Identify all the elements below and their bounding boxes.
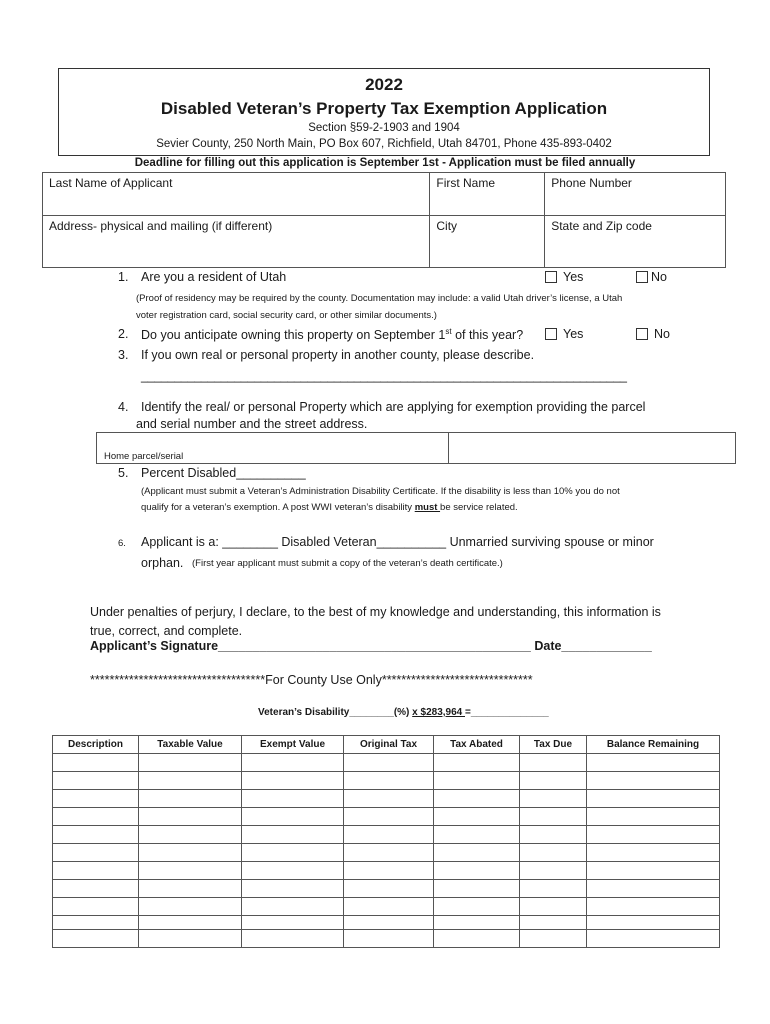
q3-text: If you own real or personal property in another county, please describe. (141, 348, 535, 362)
table-cell[interactable] (520, 844, 587, 862)
q6-text: Applicant is a: ________ Disabled Veteran__________ Unmarried surviving spouse or minor (141, 535, 654, 549)
q1-note-line2: voter registration card, social security card, or other similar documents.) (136, 310, 437, 321)
q1-yes-label: Yes (563, 270, 584, 284)
q4-number: 4. (118, 400, 129, 414)
table-cell[interactable] (53, 880, 139, 898)
last-name-label: Last Name of Applicant (49, 176, 173, 190)
county-use-banner: ************************************For County Use Only******************************* (90, 673, 533, 687)
table-cell[interactable] (139, 790, 242, 808)
table-cell[interactable] (344, 826, 434, 844)
table-cell[interactable] (139, 916, 242, 930)
table-cell[interactable] (53, 754, 139, 772)
parcel-label: Home parcel/serial (104, 451, 184, 462)
table-cell[interactable] (344, 916, 434, 930)
city-label: City (436, 219, 458, 233)
parcel-field[interactable] (96, 432, 736, 464)
table-cell[interactable] (520, 772, 587, 790)
table-cell[interactable] (344, 862, 434, 880)
table-cell[interactable] (139, 880, 242, 898)
declaration-line2: true, correct, and complete. (90, 624, 243, 638)
table-cell[interactable] (344, 880, 434, 898)
q5-note-line2b: be service related. (440, 502, 518, 513)
q5-note-line2a: qualify for a veteran’s exemption. A post WWI veteran’s disability (141, 502, 415, 513)
table-row (53, 930, 720, 948)
table-cell[interactable] (242, 754, 344, 772)
q2-text (141, 327, 523, 342)
table-cell[interactable] (434, 844, 520, 862)
table-cell[interactable] (242, 880, 344, 898)
table-cell[interactable] (587, 930, 720, 948)
table-cell[interactable] (344, 772, 434, 790)
last-name-field[interactable] (43, 173, 430, 216)
q5-number: 5. (118, 466, 129, 480)
county-address: Sevier County, 250 North Main, PO Box 607, Richfield, Utah 84701, Phone 435-893-0402 (156, 138, 612, 150)
q1-text: Are you a resident of Utah (141, 270, 287, 284)
q3-answer-line[interactable]: _________________________________________________________________________ (141, 369, 627, 383)
table-cell[interactable] (434, 916, 520, 930)
q5-text: Percent Disabled__________ (141, 466, 306, 480)
table-cell[interactable] (139, 754, 242, 772)
table-cell[interactable] (434, 826, 520, 844)
table-cell[interactable] (587, 880, 720, 898)
col-tax-due: Tax Due (520, 736, 587, 754)
table-cell[interactable] (344, 930, 434, 948)
q4-text-line1: Identify the real/ or personal Property which are applying for exemption providing the parcel (141, 400, 646, 414)
table-cell[interactable] (53, 916, 139, 930)
table-row (53, 808, 720, 826)
disability-calc-b: x $283,964 (412, 707, 465, 718)
table-cell[interactable] (520, 790, 587, 808)
table-cell[interactable] (434, 898, 520, 916)
table-cell[interactable] (587, 898, 720, 916)
table-cell[interactable] (242, 862, 344, 880)
county-use-table (52, 735, 720, 948)
state-zip-field[interactable] (545, 216, 726, 268)
table-cell[interactable] (139, 930, 242, 948)
table-cell[interactable] (587, 772, 720, 790)
signature-line[interactable]: Applicant’s Signature_____________________________________________ Date_____________ (90, 639, 652, 653)
q5-note-line2 (141, 502, 518, 513)
state-zip-label: State and Zip code (551, 219, 652, 233)
q4-text-line2: and serial number and the street address. (136, 417, 368, 431)
disability-calc-c: =______________ (465, 707, 549, 718)
table-cell[interactable] (242, 844, 344, 862)
address-field[interactable] (43, 216, 430, 268)
table-row (53, 754, 720, 772)
table-cell[interactable] (520, 916, 587, 930)
q6-number: 6. (118, 538, 126, 549)
table-cell[interactable] (344, 844, 434, 862)
applicant-info-grid (42, 172, 726, 268)
table-cell[interactable] (520, 898, 587, 916)
table-cell[interactable] (587, 826, 720, 844)
table-cell[interactable] (53, 826, 139, 844)
table-cell[interactable] (344, 808, 434, 826)
q2-no-label: No (654, 327, 670, 341)
table-row (53, 862, 720, 880)
table-cell[interactable] (53, 844, 139, 862)
q2-text-a: Do you anticipate owning this property on September 1 (141, 328, 446, 343)
table-cell[interactable] (53, 772, 139, 790)
table-cell[interactable] (53, 862, 139, 880)
table-row (53, 826, 720, 844)
table-cell[interactable] (434, 880, 520, 898)
table-row (53, 790, 720, 808)
table-cell[interactable] (434, 808, 520, 826)
table-cell[interactable] (587, 844, 720, 862)
city-field[interactable] (430, 216, 545, 268)
deadline-notice: Deadline for filling out this application is September 1st - Application must be filed annually (134, 157, 636, 169)
table-cell[interactable] (242, 772, 344, 790)
table-cell[interactable] (520, 808, 587, 826)
table-cell[interactable] (242, 916, 344, 930)
table-cell[interactable] (242, 808, 344, 826)
table-cell[interactable] (242, 898, 344, 916)
table-cell[interactable] (520, 754, 587, 772)
table-row (53, 880, 720, 898)
col-description: Description (53, 736, 139, 754)
address-label: Address- physical and mailing (if different) (49, 219, 273, 233)
q2-no-checkbox[interactable] (636, 328, 648, 340)
q3-number: 3. (118, 348, 129, 362)
table-cell[interactable] (242, 790, 344, 808)
table-cell[interactable] (242, 930, 344, 948)
table-cell[interactable] (139, 844, 242, 862)
table-cell[interactable] (53, 930, 139, 948)
table-cell[interactable] (53, 790, 139, 808)
table-row (53, 898, 720, 916)
q1-number: 1. (118, 270, 129, 284)
col-tax-abated: Tax Abated (434, 736, 520, 754)
table-cell[interactable] (587, 808, 720, 826)
q1-no-label: No (651, 270, 667, 284)
q1-yes-checkbox[interactable] (545, 271, 557, 283)
table-cell[interactable] (587, 754, 720, 772)
col-balance-remaining: Balance Remaining (587, 736, 720, 754)
q6-orphan: orphan. (141, 556, 184, 570)
table-cell[interactable] (53, 808, 139, 826)
q2-yes-checkbox[interactable] (545, 328, 557, 340)
table-cell[interactable] (139, 772, 242, 790)
section-reference: Section §59-2-1903 and 1904 (308, 122, 460, 134)
disability-calc-a: Veteran’s Disability________(%) (258, 707, 413, 718)
table-cell[interactable] (434, 790, 520, 808)
table-cell[interactable] (344, 790, 434, 808)
first-name-label: First Name (436, 176, 496, 190)
table-cell[interactable] (520, 880, 587, 898)
phone-field[interactable] (545, 173, 726, 216)
declaration-line1: Under penalties of perjury, I declare, to the best of my knowledge and understanding, this information is (90, 605, 661, 619)
table-cell[interactable] (520, 826, 587, 844)
q2-superscript: st (445, 327, 452, 336)
table-cell[interactable] (139, 808, 242, 826)
col-original-tax: Original Tax (344, 736, 434, 754)
q1-no-checkbox[interactable] (636, 271, 648, 283)
header-box (58, 68, 710, 156)
table-cell[interactable] (344, 754, 434, 772)
table-cell[interactable] (434, 754, 520, 772)
first-name-field[interactable] (430, 173, 545, 216)
table-cell[interactable] (139, 862, 242, 880)
q2-number: 2. (118, 327, 129, 341)
table-cell[interactable] (587, 790, 720, 808)
table-cell[interactable] (587, 916, 720, 930)
q5-note-line1: (Applicant must submit a Veteran’s Administration Disability Certificate. If the disability is less than 10% you do not (141, 486, 620, 497)
form-title: Disabled Veteran’s Property Tax Exemption Application (160, 99, 608, 118)
col-taxable-value: Taxable Value (139, 736, 242, 754)
q6-note: (First year applicant must submit a copy of the veteran’s death certificate.) (192, 558, 503, 569)
table-cell[interactable] (434, 862, 520, 880)
table-cell[interactable] (53, 898, 139, 916)
table-cell[interactable] (520, 930, 587, 948)
table-row (53, 772, 720, 790)
form-year: 2022 (365, 75, 403, 94)
table-row (53, 844, 720, 862)
phone-label: Phone Number (551, 176, 632, 190)
q5-note-must: must (414, 502, 441, 513)
table-cell[interactable] (344, 898, 434, 916)
table-row (53, 916, 720, 930)
table-cell[interactable] (587, 862, 720, 880)
table-cell[interactable] (434, 772, 520, 790)
table-cell[interactable] (434, 930, 520, 948)
q2-yes-label: Yes (563, 327, 584, 341)
q1-note-line1: (Proof of residency may be required by the county. Documentation may include: a valid Utah driver’s license, a Utah (136, 293, 623, 304)
parcel-divider (448, 432, 449, 464)
table-cell[interactable] (139, 826, 242, 844)
disability-calculation (258, 707, 549, 718)
table-cell[interactable] (242, 826, 344, 844)
col-exempt-value: Exempt Value (242, 736, 344, 754)
table-cell[interactable] (139, 898, 242, 916)
table-cell[interactable] (520, 862, 587, 880)
q2-text-b: of this year? (451, 328, 524, 343)
